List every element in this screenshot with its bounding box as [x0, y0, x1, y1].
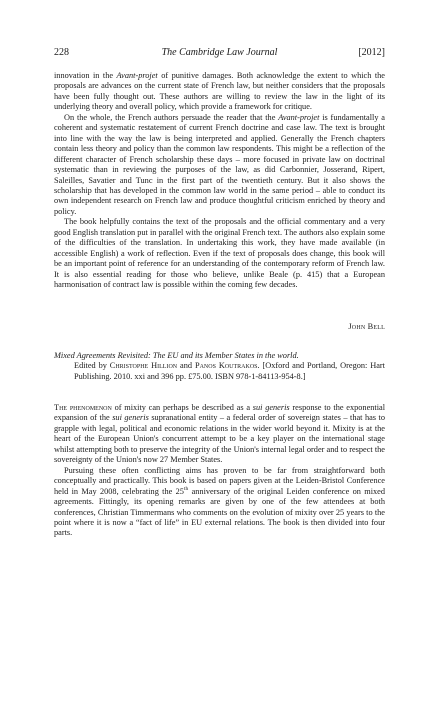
page-number: 228	[54, 47, 69, 58]
review-author: John Bell	[348, 322, 385, 331]
paragraph: innovation in the Avant-projet of punitive damages. Both acknowledge the extent to which the proposals are advances on the current state of French law, but neither considers that the proposals have been fully thought out. These authors are willing to review the law in the light of its underlying theory and overall policy, which provide a framework for critique.	[54, 71, 385, 112]
volume-year: [2012]	[358, 47, 385, 58]
review-continuation	[54, 71, 385, 291]
paragraph: Pursuing these often conflicting aims has proven to be far from straightforward both conceptually and practically. This book is based on papers given at the Leiden-Bristol Conference held in May 2008, celebrating the 25th anniversary of the original Leiden conference on mixed agreements. Fittingly, its opening remarks are given by one of the few attendees at both conferences, Christian Timmermans who comments on the evolution of mixity over 25 years to the point where it is now a “fact of life” in EU external relations. The book is then divided into four parts.	[54, 465, 385, 538]
paragraph: On the whole, the French authors persuade the reader that the Avant-projet is fundamentally a coherent and systematic restatement of current French doctrine and case law. The text is brought into line with the way the law is being interpreted and applied. Generally the French chapters contain less theory and policy than the common law respondents. This might be a reflection of the different character of French scholarship these days – more focused in private law on doctrinal systematic than in reviewing the purposes of the law, as did Carbonnier, Josserand, Ripert, Saleilles, Savatier and Tunc in the first part of the twentieth century. But it also shows the scholarship that has developed in the common law world in the same period – able to conduct its own independent research on French law and produce thoughtful criticism enriched by theory and policy.	[54, 112, 385, 216]
paragraph: The book helpfully contains the text of the proposals and the official commentary and a very good English translation put in parallel with the original French text. The authors also explain some of the difficulties of the translation. In undertaking this work, they have made available (in accessible English) a work of reflection. Even if the text of proposals does change, this book will be an important point of reference for an understanding of the contemporary reform of French law. It is also essential reading for those who believe, unlike Beale (p. 415) that a European harmonisation of contract law is possible within the coming few decades.	[54, 217, 385, 290]
editor-name: Panos Koutrakos	[194, 361, 258, 371]
journal-title: The Cambridge Law Journal	[161, 47, 278, 58]
book-title: Mixed Agreements Revisited: The EU and its Member States in the world.	[54, 351, 299, 360]
book-details: Edited by Christophe Hillion and Panos Koutrakos. [Oxford and Portland, Oregon: Hart Publishing. 2010. xxi and 396 pp. £75.00. ISBN 978-1-84113-954-8.]	[74, 361, 385, 381]
paragraph: The phenomenon of mixity can perhaps be described as a sui generis response to the exponential expansion of the sui generis supranational entity – a federal order of sovereign states – that has to grapple with legal, political and economic relations in the wider world beyond it. Mixity is at the heart of the European Union's concurrent attempt to be a key player on the international stage whilst attempting both to preserve the integrity of the Union's internal legal order and to respect the sovereignty of the Union's now 27 Member States.	[54, 403, 386, 465]
review-body	[54, 403, 385, 539]
book-citation	[54, 351, 385, 382]
editor-name: Christophe Hillion	[109, 361, 178, 371]
